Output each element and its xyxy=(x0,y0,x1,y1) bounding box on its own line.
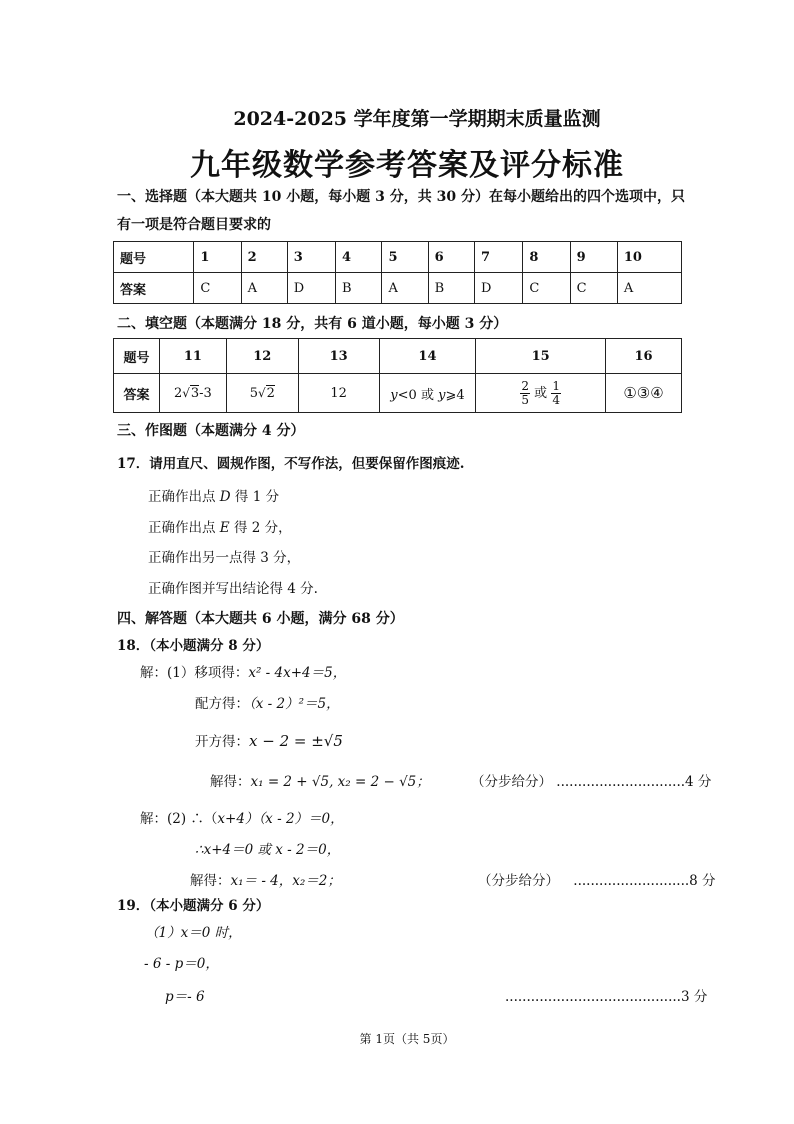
page-footer: 第 1页（共 5页） xyxy=(359,1032,455,1046)
q18-part2-label: 解：(2) ∴（ xyxy=(140,811,218,827)
q17-line2-post: 得 2 分， xyxy=(229,520,292,536)
answer-cell: C xyxy=(194,273,241,304)
exam-subtitle: 2024-2025 学年度第一学期期末质量监测 xyxy=(233,108,601,130)
a11-radicand: 3 xyxy=(190,385,200,401)
q18-part2-eq1: x+4）（x - 2）＝0， xyxy=(217,811,344,827)
question-number: 16 xyxy=(606,339,682,374)
q18-step1-eq: x² - 4x+4＝5， xyxy=(248,665,347,681)
q19-dots: ......................................... xyxy=(505,989,681,1005)
question-number: 10 xyxy=(617,242,681,273)
q18-note1: （分步给分） xyxy=(471,774,552,790)
q18-step3-label: 开方得： xyxy=(195,734,249,750)
question-number: 1 xyxy=(194,242,241,273)
a14-mid: <0 或 xyxy=(397,387,439,403)
answer-cell: A xyxy=(241,273,287,304)
q18-step2-label: 配方得： xyxy=(195,696,249,712)
question-number: 2 xyxy=(241,242,287,273)
q18-score-line1 xyxy=(471,770,711,790)
question-number: 15 xyxy=(476,339,606,374)
question-number: 8 xyxy=(523,242,570,273)
question-number: 6 xyxy=(428,242,474,273)
answer-11: 2√3-3 xyxy=(159,374,226,413)
q18-dots1: .............................. xyxy=(556,774,686,790)
table-row xyxy=(114,273,682,304)
answer-cell: C xyxy=(523,273,570,304)
a14-var2: y xyxy=(438,387,446,403)
q18-step3-eq: x − 2 = ±√5 xyxy=(249,732,343,750)
answer-cell: B xyxy=(336,273,382,304)
row-label-question: 题号 xyxy=(114,339,160,374)
q19-title: 19．（本小题满分 6 分） xyxy=(117,898,270,914)
question-number: 13 xyxy=(298,339,379,374)
q18-score1: 4 分 xyxy=(685,774,712,790)
q18-step2-eq: （x - 2）²＝5， xyxy=(249,696,340,712)
q17-line1-var: D xyxy=(219,489,231,505)
q18-part2-sol: x₁＝ - 4，x₂＝2； xyxy=(230,873,341,889)
q18-part2-sol-label: 解得： xyxy=(190,873,231,889)
answer-cell: D xyxy=(287,273,335,304)
q18-title: 18．（本小题满分 8 分） xyxy=(117,638,270,654)
q18-note2: （分步给分） xyxy=(478,873,559,889)
q18-score2: 8 分 xyxy=(689,873,716,889)
section3-heading: 三、作图题（本题满分 4 分） xyxy=(117,423,305,439)
a12-radicand: 2 xyxy=(266,385,275,401)
answer-cell: B xyxy=(428,273,474,304)
question-number: 12 xyxy=(226,339,298,374)
q17-line1-post: 得 1 分 xyxy=(230,489,280,505)
question-number: 4 xyxy=(336,242,382,273)
answer-16: ①③④ xyxy=(606,374,682,413)
q17-title: 17．请用直尺、圆规作图，不写作法，但要保留作图痕迹. xyxy=(117,456,465,472)
section4-heading: 四、解答题（本大题共 6 小题，满分 68 分） xyxy=(117,611,404,627)
q18-step1 xyxy=(140,661,346,681)
q18-part2-line2: ∴x+4＝0 或 x - 2＝0， xyxy=(195,842,341,858)
a15-frac1 xyxy=(520,380,530,407)
table-row xyxy=(114,374,682,413)
a14-var1: y xyxy=(390,387,398,403)
a15-den1: 5 xyxy=(521,392,530,407)
q17-line4: 正确作图并写出结论得 4 分. xyxy=(148,581,318,597)
answer-15 xyxy=(476,374,606,413)
q17-line1-pre: 正确作出点 xyxy=(148,489,220,505)
section1-heading-line2: 有一项是符合题目要求的 xyxy=(117,217,271,233)
row-label-answer: 答案 xyxy=(114,273,194,304)
answer-12: 5√2 xyxy=(226,374,298,413)
q19-score-line xyxy=(505,985,707,1005)
question-number: 9 xyxy=(570,242,617,273)
a15-num1: 2 xyxy=(521,378,530,393)
q19-line1: （1）x＝0 时， xyxy=(145,925,242,941)
a15-frac2 xyxy=(551,380,561,407)
a15-num2: 1 xyxy=(552,378,560,393)
answer-cell: A xyxy=(382,273,428,304)
q18-step4-label: 解得： xyxy=(210,774,251,790)
q19-line3: p＝- 6 xyxy=(165,989,205,1005)
q17-line2-var: E xyxy=(219,520,230,536)
q18-step4 xyxy=(210,770,430,790)
question-number: 7 xyxy=(475,242,523,273)
table-row xyxy=(114,339,682,374)
q18-part2-line3 xyxy=(190,869,341,889)
q18-step3 xyxy=(195,730,343,750)
q18-step2 xyxy=(195,692,340,712)
question-number: 11 xyxy=(159,339,226,374)
question-number: 3 xyxy=(287,242,335,273)
q18-step4-eq: x₁ = 2 + √5, x₂ = 2 − √5； xyxy=(250,774,430,790)
a15-or: 或 xyxy=(534,385,548,401)
q17-line2-pre: 正确作出点 xyxy=(148,520,220,536)
a12-coef: 5 xyxy=(249,385,258,401)
a15-den2: 4 xyxy=(552,392,560,407)
answer-cell: C xyxy=(570,273,617,304)
section2-heading: 二、填空题（本题满分 18 分，共有 6 道小题，每小题 3 分） xyxy=(117,316,508,332)
q18-score-line2 xyxy=(478,869,716,889)
q19-line2: - 6 - p＝0， xyxy=(144,956,219,972)
question-number: 5 xyxy=(382,242,428,273)
q18-step1-label: 解：(1）移项得： xyxy=(140,665,249,681)
q18-dots2: ........................... xyxy=(573,873,690,889)
question-number: 14 xyxy=(379,339,476,374)
row-label-question: 题号 xyxy=(114,242,194,273)
q19-score: 3 分 xyxy=(680,989,708,1005)
answer-14 xyxy=(379,374,476,413)
a11-coef: 2 xyxy=(173,385,183,401)
row-label-answer: 答案 xyxy=(114,374,160,413)
q17-line2 xyxy=(148,516,292,536)
page-title: 九年级数学参考答案及评分标准 xyxy=(190,148,624,183)
q18-part2-line1 xyxy=(140,807,344,827)
fill-answer-table xyxy=(113,338,682,413)
answer-cell: D xyxy=(475,273,523,304)
q17-line1 xyxy=(148,485,279,505)
answer-13: 12 xyxy=(298,374,379,413)
a14-tail: ⩾4 xyxy=(445,387,465,403)
q17-line3: 正确作出另一点得 3 分， xyxy=(148,550,301,566)
table-row xyxy=(114,242,682,273)
answer-cell: A xyxy=(617,273,681,304)
choice-answer-table xyxy=(113,241,682,304)
a11-tail: -3 xyxy=(199,385,212,401)
section1-heading-line1: 一、选择题（本大题共 10 小题，每小题 3 分，共 30 分）在每小题给出的四个选项中，只 xyxy=(117,189,685,205)
